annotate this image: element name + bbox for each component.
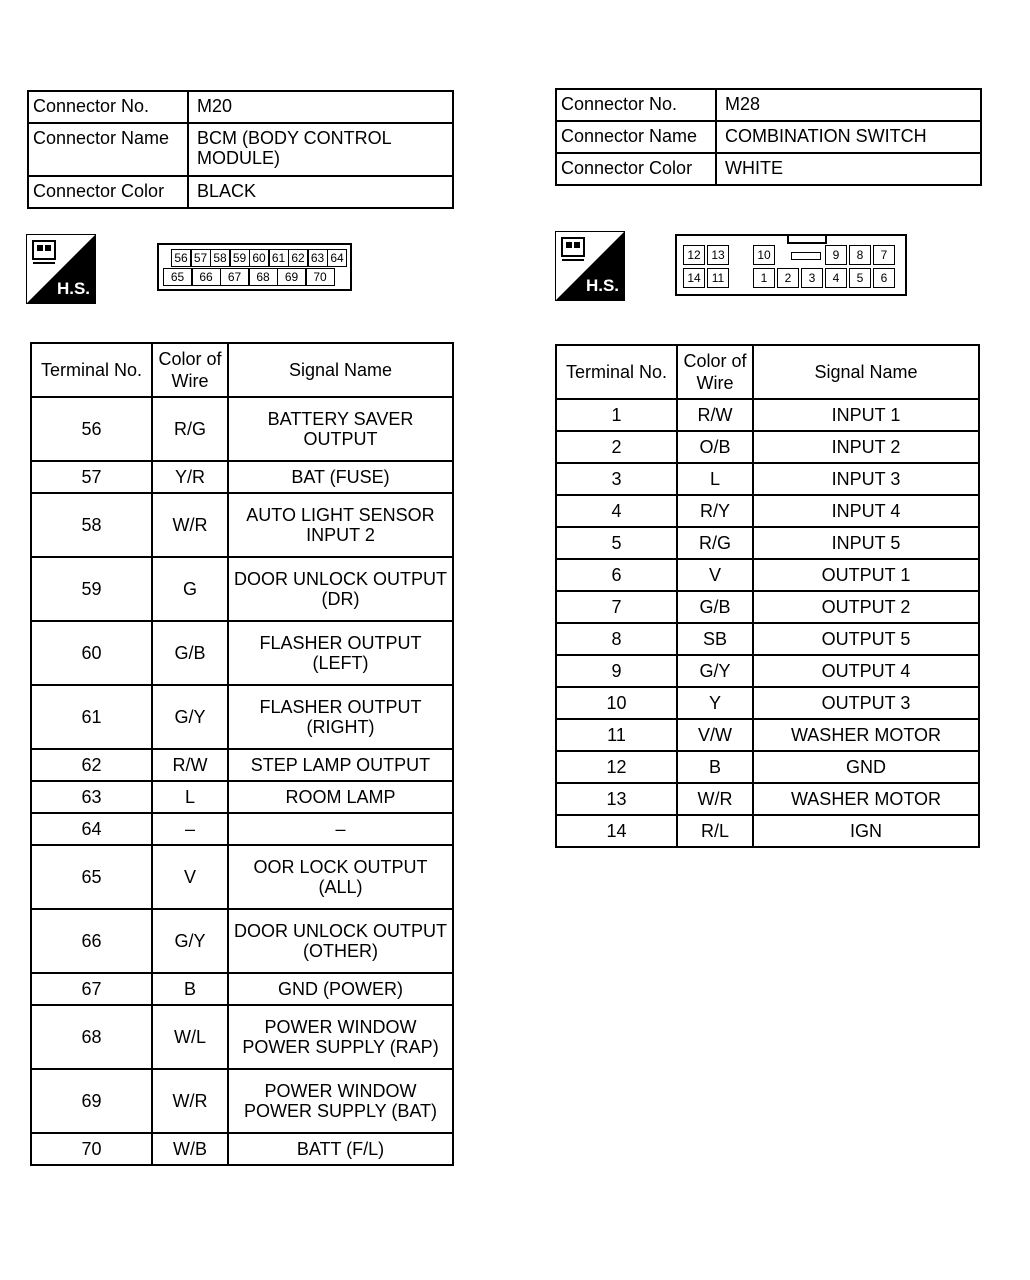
signal-name: INPUT 4	[753, 495, 979, 527]
connector-pin: 64	[327, 249, 347, 267]
terminal-no: 6	[556, 559, 677, 591]
signal-name: INPUT 1	[753, 399, 979, 431]
connector-pin: 57	[191, 249, 211, 267]
terminal-no: 13	[556, 783, 677, 815]
terminal-no: 70	[31, 1133, 152, 1165]
connector-no-value: M20	[188, 91, 453, 123]
wire-color: W/R	[152, 1069, 228, 1133]
table-row	[31, 493, 453, 557]
connector-pin: 65	[163, 268, 192, 286]
wire-color: W/R	[152, 493, 228, 557]
wire-color: L	[152, 781, 228, 813]
connector-pin: 13	[707, 245, 729, 265]
signal-name: BATT (F/L)	[228, 1133, 453, 1165]
signal-name: FLASHER OUTPUT (LEFT)	[228, 621, 453, 685]
signal-name: IGN	[753, 815, 979, 847]
wire-color: G/B	[152, 621, 228, 685]
hs-label: H.S.	[56, 279, 90, 298]
connector-pin: 10	[753, 245, 775, 265]
signal-name: –	[228, 813, 453, 845]
wire-color: G/B	[677, 591, 753, 623]
wire-color: R/L	[677, 815, 753, 847]
signal-name: DOOR UNLOCK OUTPUT (OTHER)	[228, 909, 453, 973]
wire-color: R/G	[152, 397, 228, 461]
table-row	[556, 559, 979, 591]
connector-pin: 6	[873, 268, 895, 288]
hs-label: H.S.	[585, 276, 619, 295]
connector-pin: 59	[230, 249, 250, 267]
terminal-no-header: Terminal No.	[556, 345, 677, 399]
wire-color: G	[152, 557, 228, 621]
signal-name: BATTERY SAVER OUTPUT	[228, 397, 453, 461]
signal-name: BAT (FUSE)	[228, 461, 453, 493]
m28-latch	[787, 236, 827, 244]
wire-color-header: Color of Wire	[677, 345, 753, 399]
wire-color: L	[677, 463, 753, 495]
m28-terminal-table	[555, 344, 980, 848]
connector-pin: 4	[825, 268, 847, 288]
m20-terminal-table	[30, 342, 454, 1166]
connector-pin: 7	[873, 245, 895, 265]
connector-name-value: COMBINATION SWITCH	[716, 121, 981, 153]
signal-name: STEP LAMP OUTPUT	[228, 749, 453, 781]
terminal-no: 1	[556, 399, 677, 431]
wire-color: V	[152, 845, 228, 909]
m28-connector-face	[675, 234, 907, 296]
terminal-no: 2	[556, 431, 677, 463]
terminal-no: 68	[31, 1005, 152, 1069]
m28-info-table	[555, 88, 982, 186]
table-row	[31, 813, 453, 845]
connector-pin: 61	[269, 249, 289, 267]
table-row	[31, 557, 453, 621]
signal-name: OUTPUT 1	[753, 559, 979, 591]
connector-pin: 5	[849, 268, 871, 288]
terminal-no: 56	[31, 397, 152, 461]
connector-name-label: Connector Name	[556, 121, 716, 153]
terminal-no: 8	[556, 623, 677, 655]
connector-pin: 62	[288, 249, 308, 267]
table-row	[556, 815, 979, 847]
table-row	[556, 719, 979, 751]
wire-color: B	[152, 973, 228, 1005]
wire-color: R/W	[677, 399, 753, 431]
wire-color: SB	[677, 623, 753, 655]
signal-name: POWER WINDOW POWER SUPPLY (RAP)	[228, 1005, 453, 1069]
wire-color: Y	[677, 687, 753, 719]
terminal-no: 4	[556, 495, 677, 527]
m28-key-slot	[791, 252, 821, 260]
terminal-no-header: Terminal No.	[31, 343, 152, 397]
signal-name: OUTPUT 3	[753, 687, 979, 719]
wire-color: R/Y	[677, 495, 753, 527]
table-row	[556, 495, 979, 527]
wire-color: R/W	[152, 749, 228, 781]
connector-pin: 67	[220, 268, 249, 286]
terminal-no: 5	[556, 527, 677, 559]
wire-color: –	[152, 813, 228, 845]
terminal-no: 64	[31, 813, 152, 845]
connector-pin: 69	[277, 268, 306, 286]
table-row	[31, 1005, 453, 1069]
signal-name: OUTPUT 4	[753, 655, 979, 687]
connector-name-value: BCM (BODY CONTROL MODULE)	[188, 123, 453, 176]
wire-color: B	[677, 751, 753, 783]
terminal-no: 67	[31, 973, 152, 1005]
terminal-no: 14	[556, 815, 677, 847]
terminal-no: 60	[31, 621, 152, 685]
connector-no-label: Connector No.	[556, 89, 716, 121]
connector-pin: 56	[171, 249, 191, 267]
table-row	[556, 431, 979, 463]
connector-pin: 11	[707, 268, 729, 288]
table-row	[556, 463, 979, 495]
signal-name: FLASHER OUTPUT (RIGHT)	[228, 685, 453, 749]
terminal-no: 10	[556, 687, 677, 719]
connector-no-value: M28	[716, 89, 981, 121]
table-row	[31, 685, 453, 749]
signal-name: AUTO LIGHT SENSOR INPUT 2	[228, 493, 453, 557]
table-row	[556, 527, 979, 559]
signal-name: WASHER MOTOR	[753, 783, 979, 815]
table-row	[556, 751, 979, 783]
connector-pin: 68	[249, 268, 278, 286]
connector-pin: 14	[683, 268, 705, 288]
terminal-no: 66	[31, 909, 152, 973]
connector-pin: 3	[801, 268, 823, 288]
table-row	[556, 687, 979, 719]
connector-pin: 1	[753, 268, 775, 288]
wire-color: G/Y	[677, 655, 753, 687]
m20-info-table	[27, 90, 454, 209]
wire-color: V	[677, 559, 753, 591]
table-row	[31, 973, 453, 1005]
terminal-no: 62	[31, 749, 152, 781]
harness-side-icon	[555, 231, 625, 301]
table-row	[31, 1069, 453, 1133]
connector-pin: 2	[777, 268, 799, 288]
signal-name: OUTPUT 5	[753, 623, 979, 655]
signal-name: ROOM LAMP	[228, 781, 453, 813]
wire-color: V/W	[677, 719, 753, 751]
terminal-no: 3	[556, 463, 677, 495]
connector-pin: 66	[192, 268, 221, 286]
table-row	[31, 845, 453, 909]
signal-name-header: Signal Name	[753, 345, 979, 399]
signal-name: INPUT 3	[753, 463, 979, 495]
terminal-no: 65	[31, 845, 152, 909]
table-row	[31, 749, 453, 781]
wire-color: W/L	[152, 1005, 228, 1069]
table-row	[556, 655, 979, 687]
table-row	[556, 623, 979, 655]
table-row	[31, 909, 453, 973]
table-row	[556, 591, 979, 623]
wire-color: G/Y	[152, 909, 228, 973]
connector-color-label: Connector Color	[556, 153, 716, 185]
wire-color: W/R	[677, 783, 753, 815]
signal-name: INPUT 5	[753, 527, 979, 559]
terminal-no: 58	[31, 493, 152, 557]
terminal-no: 63	[31, 781, 152, 813]
wire-color: Y/R	[152, 461, 228, 493]
signal-name: INPUT 2	[753, 431, 979, 463]
connector-pin: 12	[683, 245, 705, 265]
terminal-no: 69	[31, 1069, 152, 1133]
wire-color: W/B	[152, 1133, 228, 1165]
terminal-no: 7	[556, 591, 677, 623]
terminal-no: 12	[556, 751, 677, 783]
connector-pin: 60	[249, 249, 269, 267]
signal-name: POWER WINDOW POWER SUPPLY (BAT)	[228, 1069, 453, 1133]
table-row	[31, 781, 453, 813]
connector-color-value: WHITE	[716, 153, 981, 185]
terminal-no: 61	[31, 685, 152, 749]
connector-no-label: Connector No.	[28, 91, 188, 123]
m20-connector-face	[157, 243, 352, 291]
terminal-no: 59	[31, 557, 152, 621]
connector-pin: 58	[210, 249, 230, 267]
connector-name-label: Connector Name	[28, 123, 188, 176]
signal-name: OUTPUT 2	[753, 591, 979, 623]
connector-pin: 8	[849, 245, 871, 265]
table-row	[31, 397, 453, 461]
connector-pin: 70	[306, 268, 335, 286]
table-row	[556, 783, 979, 815]
wire-color: G/Y	[152, 685, 228, 749]
wire-color: O/B	[677, 431, 753, 463]
connector-color-value: BLACK	[188, 176, 453, 208]
connector-pin: 63	[308, 249, 328, 267]
harness-side-icon	[26, 234, 96, 304]
signal-name: DOOR UNLOCK OUTPUT (DR)	[228, 557, 453, 621]
terminal-no: 9	[556, 655, 677, 687]
signal-name: GND (POWER)	[228, 973, 453, 1005]
table-row	[31, 461, 453, 493]
table-row	[31, 621, 453, 685]
connector-pin: 9	[825, 245, 847, 265]
signal-name: OOR LOCK OUTPUT (ALL)	[228, 845, 453, 909]
signal-name-header: Signal Name	[228, 343, 453, 397]
signal-name: GND	[753, 751, 979, 783]
signal-name: WASHER MOTOR	[753, 719, 979, 751]
connector-color-label: Connector Color	[28, 176, 188, 208]
table-row	[556, 399, 979, 431]
wire-color-header: Color of Wire	[152, 343, 228, 397]
terminal-no: 11	[556, 719, 677, 751]
table-row	[31, 1133, 453, 1165]
wire-color: R/G	[677, 527, 753, 559]
terminal-no: 57	[31, 461, 152, 493]
